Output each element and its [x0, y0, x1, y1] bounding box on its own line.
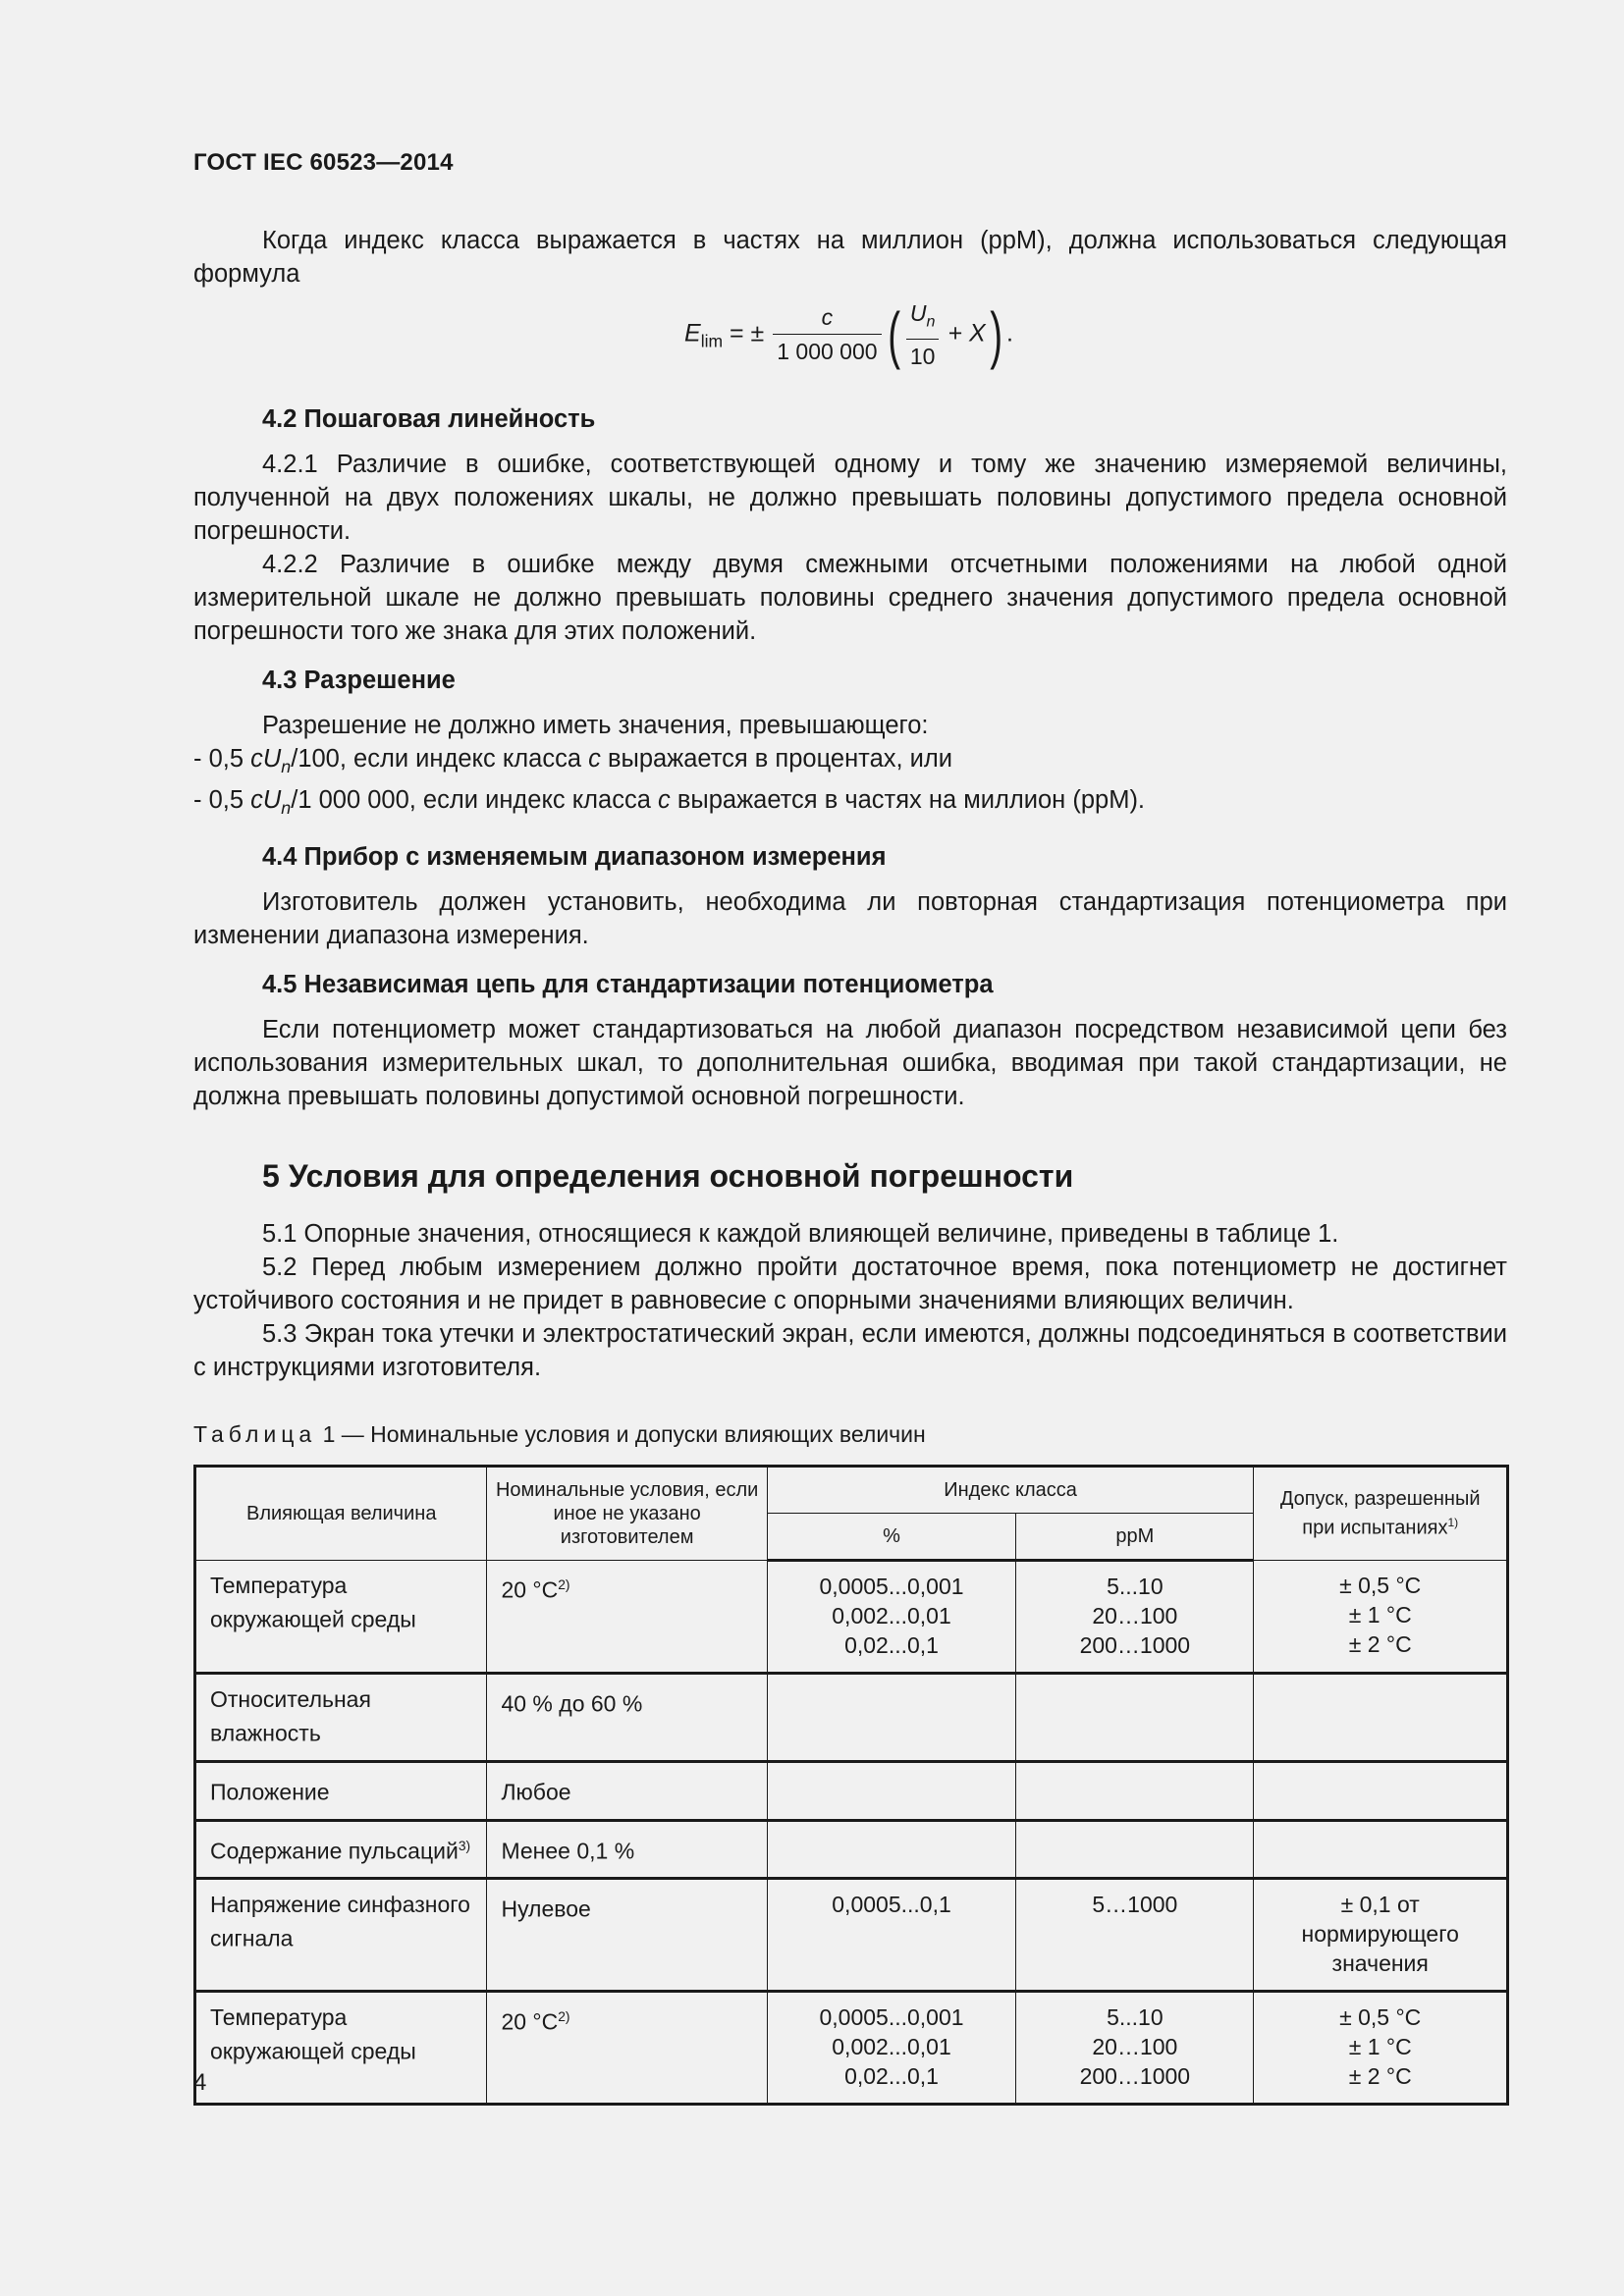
formula-fraction — [773, 302, 881, 366]
formula-numerator: c — [773, 302, 881, 335]
formula-left-paren: ( — [887, 298, 900, 370]
page-number: 4 — [193, 2069, 207, 2096]
section-5-2: 5.2 Перед любым измерением должно пройти достаточное время, пока потенциометр не достигнет устойчивого состояния и не придет в равновесие с опорными значениями влияющих величин. — [193, 1254, 1507, 1315]
cell-pct — [767, 1761, 1016, 1820]
table-row — [195, 1820, 1508, 1879]
cell-tol: ± 0,5 °C ± 1 °C ± 2 °C — [1254, 1561, 1508, 1674]
formula-inner-numerator — [906, 298, 940, 340]
section-4-2-1: 4.2.1 Различие в ошибке, соответствующей одному и тому же значению измеряемой величины, полученной на двух положениях шкалы, не должно превышать половины допустимого предела основной погрешности. — [193, 451, 1507, 545]
section-5-3: 5.3 Экран тока утечки и электростатический экран, если имеются, должны подсоединяться в соответствии с инструкциями изготовителя. — [193, 1320, 1507, 1382]
cell-quantity: Температура окружающей среды — [195, 1992, 487, 2105]
cell-quantity: Относительная влажность — [195, 1674, 487, 1762]
section-5-title: 5 Условия для определения основной погрешности — [262, 1158, 1074, 1195]
formula-denominator: 1 000 000 — [777, 339, 878, 365]
cell-nominal: Любое — [487, 1761, 767, 1820]
table-row — [195, 1879, 1508, 1992]
table-row — [195, 1674, 1508, 1762]
header-class-index: Индекс класса — [767, 1467, 1254, 1514]
header-ppm: ppM — [1016, 1514, 1254, 1561]
cell-tol — [1254, 1761, 1508, 1820]
cell-nominal: Нулевое — [487, 1879, 767, 1992]
cell-tol: ± 0,1 от нормирующего значения — [1254, 1879, 1508, 1992]
page-content — [193, 224, 1507, 2106]
section-4-2-2: 4.2.2 Различие в ошибке между двумя смежными отсчетными положениями на любой одной измерительной шкале не должно превышать половины среднего значения допустимого предела основной погрешности того же знака для этих положений. — [193, 551, 1507, 645]
header-tolerance: Допуск, разрешенный при испытаниях$^{1)}$ — [1254, 1467, 1508, 1561]
cell-ppm — [1016, 1820, 1254, 1879]
cell-quantity: Напряжение синфазного сигнала — [195, 1879, 487, 1992]
table-caption: Таблица 1 — Номинальные условия и допуски влияющих величин — [193, 1421, 926, 1448]
table-row — [195, 1761, 1508, 1820]
section-4-3-intro: Разрешение не должно иметь значения, превышающего: — [262, 712, 929, 739]
cell-ppm: 5…1000 — [1016, 1879, 1254, 1992]
intro-paragraph: Когда индекс класса выражается в частях на миллион (ppM), должна использоваться следующая формула — [193, 227, 1507, 288]
table-body — [195, 1561, 1508, 2105]
formula-lhs: E — [684, 319, 701, 347]
table-row — [195, 1561, 1508, 1674]
formula-end: . — [1005, 319, 1013, 347]
cell-pct — [767, 1674, 1016, 1762]
formula-plus-x: + X — [941, 319, 986, 347]
section-4-3-item-1: - 0,5 $cU_n/100$, если индекс класса c выражается в процентах, или — [193, 745, 953, 777]
header-percent: % — [767, 1514, 1016, 1561]
cell-ppm: 5...10 20…100 200…1000 — [1016, 1561, 1254, 1674]
section-4-5-text: Если потенциометр может стандартизоваться на любой диапазон посредством независимой цепи без использования измерительных шкал, то дополнительная ошибка, вводимая при такой стандартизации, не должна превышать половины допустимой основной погрешности. — [193, 1016, 1507, 1111]
formula-right-paren: ) — [989, 298, 1002, 370]
section-4-3-item-2: - 0,5 $cU_n/1$ 000 000, если индекс класса c выражается в частях на миллион (ppM). — [193, 786, 1146, 819]
cell-ppm — [1016, 1761, 1254, 1820]
cell-pct: 0,0005...0,001 0,002...0,01 0,02...0,1 — [767, 1992, 1016, 2105]
cell-quantity: Температура окружающей среды — [195, 1561, 487, 1674]
section-5-1: 5.1 Опорные значения, относящиеся к каждой влияющей величине, приведены в таблице 1. — [262, 1220, 1339, 1249]
cell-nominal: 20 $^\circ C^{2)}$ — [487, 1561, 767, 1674]
header-quantity: Влияющая величина — [195, 1467, 487, 1561]
formula-lhs-sub: lim — [700, 331, 724, 351]
cell-quantity: Содержание пульсаций$^{3)}$ — [195, 1820, 487, 1879]
cell-ppm — [1016, 1674, 1254, 1762]
cell-tol — [1254, 1820, 1508, 1879]
cell-tol — [1254, 1674, 1508, 1762]
error-limit-formula — [193, 293, 1507, 387]
table-row — [195, 1992, 1508, 2105]
cell-nominal: Менее 0,1 % — [487, 1820, 767, 1879]
cell-tol: ± 0,5 °C ± 1 °C ± 2 °C — [1254, 1992, 1508, 2105]
cell-pct — [767, 1820, 1016, 1879]
cell-pct: 0,0005...0,1 — [767, 1879, 1016, 1992]
section-4-3-title: 4.3 Разрешение — [262, 667, 456, 694]
formula-un: U — [909, 300, 927, 326]
cell-nominal: 20 $^\circ C^{2)}$ — [487, 1992, 767, 2105]
section-4-4-text: Изготовитель должен установить, необходима ли повторная стандартизация потенциометра при изменении диапазона измерения. — [193, 888, 1507, 950]
cell-nominal: 40 % до 60 % — [487, 1674, 767, 1762]
formula-eq: = ± — [723, 319, 772, 347]
conditions-table — [193, 1465, 1509, 2106]
document-code-header: ГОСТ IEC 60523—2014 — [193, 149, 454, 176]
section-4-2-title: 4.2 Пошаговая линейность — [262, 405, 596, 433]
cell-ppm: 5...10 20…100 200…1000 — [1016, 1992, 1254, 2105]
formula-ten: 10 — [909, 343, 936, 369]
cell-pct: 0,0005...0,001 0,002...0,01 0,02...0,1 — [767, 1561, 1016, 1674]
header-nominal: Номинальные условия, если иное не указано изготовителем — [487, 1467, 767, 1561]
formula-inner-fraction — [906, 298, 940, 371]
section-4-4-title: 4.4 Прибор с изменяемым диапазоном измерения — [262, 843, 887, 872]
section-4-5-title: 4.5 Независимая цепь для стандартизации потенциометра — [262, 971, 994, 999]
cell-quantity: Положение — [195, 1761, 487, 1820]
formula-un-sub: n — [926, 312, 936, 331]
